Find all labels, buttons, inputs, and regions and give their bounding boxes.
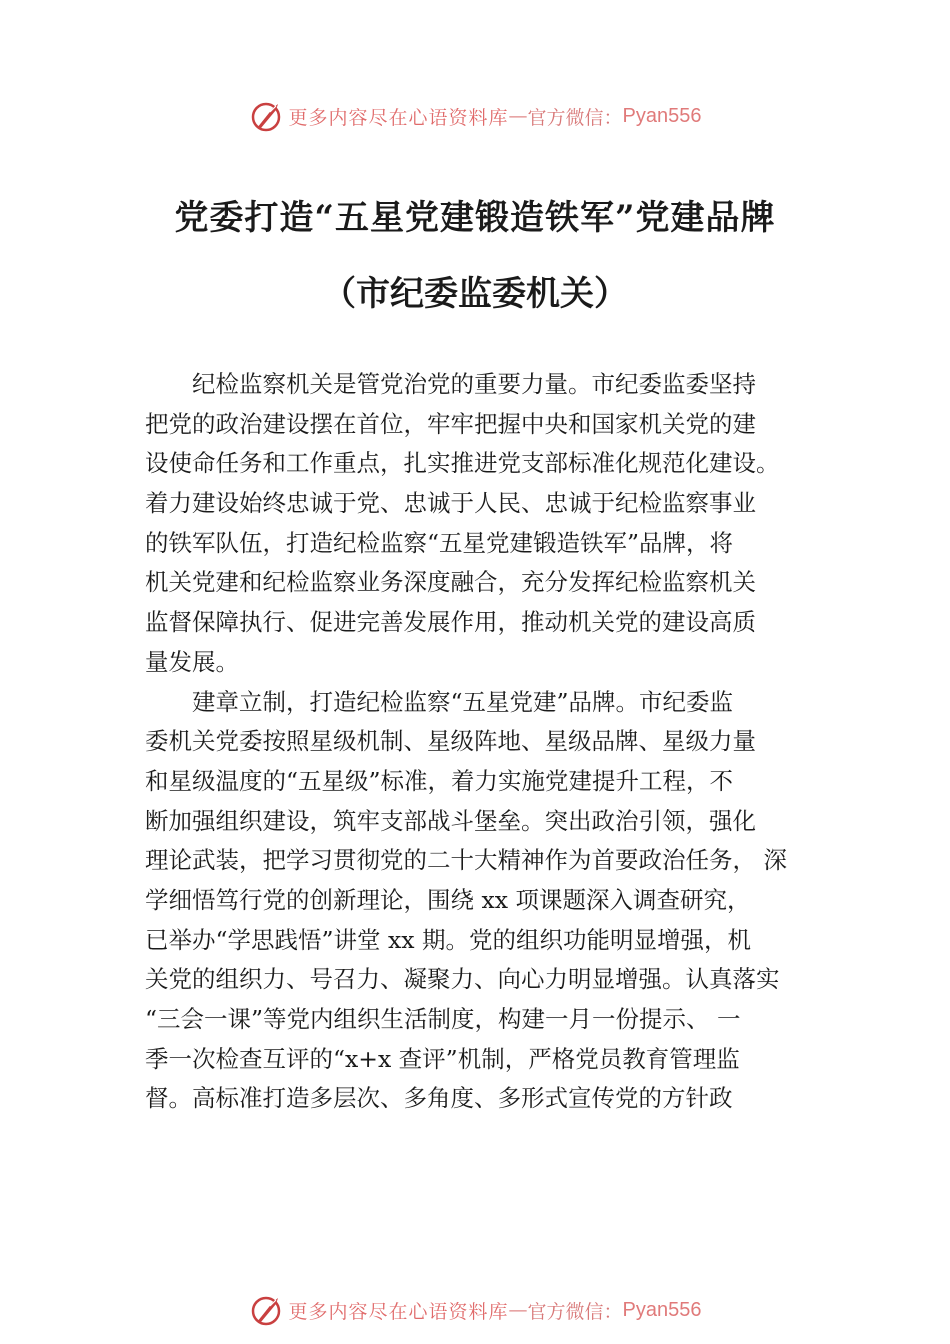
body-line: 把党的政治建设摆在首位，牢牢把握中央和国家机关党的建 [145,409,756,438]
document-body [145,365,815,1119]
body-line: 设使命任务和工作重点，扎实推进党支部标准化规范化建设。 [145,449,780,478]
pen-logo-icon [249,98,285,134]
body-line: 学细悟笃行党的创新理论，围绕 xx 项课题深入调查研究， [145,885,751,914]
body-line: 着力建设始终忠诚于党、忠诚于人民、忠诚于纪检监察事业 [145,489,756,518]
body-line: 已举办“学思践悟”讲堂 xx 期。党的组织功能明显增强，机 [145,925,751,954]
body-line: 机关党建和纪检监察业务深度融合，充分发挥纪检监察机关 [145,568,756,597]
footer-watermark-banner [0,1290,950,1330]
body-line: 季一次检查互评的“x+x 查评”机制，严格党员教育管理监 [145,1044,740,1073]
banner-separator: — [508,1299,528,1321]
body-line: 的铁军队伍，打造纪检监察“五星党建锻造铁军”品牌，将 [145,528,734,557]
body-line: 理论武装，把学习贯彻党的二十大精神作为首要政治任务， 深 [145,846,787,875]
banner-text: 更多内容尽在心语资料库 [288,106,509,129]
body-line: 关党的组织力、号召力、凝聚力、向心力明显增强。认真落实 [145,965,780,994]
document-subtitle: （市纪委监委机关） [322,274,628,314]
body-line: 建章立制，打造纪检监察“五星党建”品牌。市纪委监 [192,687,734,716]
body-line: 量发展。 [145,647,239,676]
body-line: 和星级温度的“五星级”标准，着力实施党建提升工程，不 [145,766,734,795]
body-line: 监督保障执行、促进完善发展作用，推动机关党的建设高质 [145,608,756,637]
header-watermark-banner [0,96,950,136]
body-line: “三会一课”等党内组织生活制度，构建一月一份提示、 一 [145,1005,741,1033]
banner-wechat-label: 官方微信： [527,106,623,129]
body-line: 督。高标准打造多层次、多角度、多形式宣传党的方针政 [145,1084,733,1113]
body-line: 断加强组织建设，筑牢支部战斗堡垒。突出政治引领，强化 [145,806,756,835]
banner-wechat-label: 官方微信： [527,1300,623,1323]
banner-separator: — [508,105,528,127]
body-line: 纪检监察机关是管党治党的重要力量。市纪委监委坚持 [192,370,756,398]
banner-account: Pyan556 [622,1298,702,1321]
pen-logo-icon [249,1292,285,1328]
document-title: 党委打造“五星党建锻造铁军”党建品牌 [174,198,776,238]
banner-text: 更多内容尽在心语资料库 [288,1300,509,1323]
body-line: 委机关党委按照星级机制、星级阵地、星级品牌、星级力量 [145,727,756,756]
banner-account: Pyan556 [622,104,702,127]
